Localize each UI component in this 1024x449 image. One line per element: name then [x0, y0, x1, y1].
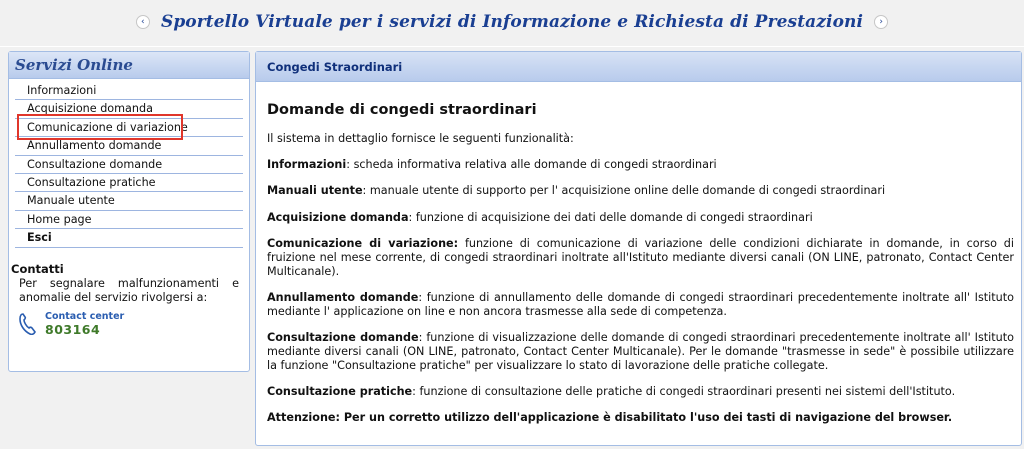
- feature-consultazione-pratiche: [267, 385, 1014, 399]
- phone-icon: [19, 313, 37, 335]
- sidebar-item-annullamento-domande[interactable]: Annullamento domande: [15, 137, 243, 155]
- feature-sep: :: [346, 158, 354, 172]
- feature-term: Consultazione pratiche: [267, 384, 413, 398]
- feature-term: Acquisizione domanda: [267, 210, 409, 224]
- feature-term: Consultazione domande: [267, 330, 419, 344]
- feature-desc: manuale utente di supporto per l' acquisizione online delle domande di congedi straordinari: [369, 184, 886, 198]
- sidebar-item-manuale-utente[interactable]: Manuale utente: [15, 192, 243, 210]
- contact-center[interactable]: [19, 311, 159, 341]
- sidebar-item-consultazione-domande[interactable]: Consultazione domande: [15, 156, 243, 174]
- feature-acquisizione-domanda: [267, 211, 1014, 225]
- sidebar-item-consultazione-pratiche[interactable]: Consultazione pratiche: [15, 174, 243, 192]
- feature-sep: [458, 237, 465, 250]
- feature-sep: :: [418, 290, 427, 304]
- feature-sep: :: [418, 330, 427, 344]
- sidebar-item-comunicazione-variazione[interactable]: Comunicazione di variazione: [15, 119, 243, 137]
- main-panel: [255, 51, 1022, 446]
- sidebar-header: [9, 52, 249, 79]
- main-panel-title: Congedi Straordinari: [267, 60, 403, 74]
- contatti-title: Contatti: [11, 262, 64, 276]
- warning-text: [267, 411, 1014, 425]
- feature-term: Comunicazione di variazione:: [267, 236, 459, 250]
- feature-desc: funzione di acquisizione dei dati delle domande di congedi straordinari: [415, 210, 813, 224]
- feature-term: Annullamento domande: [267, 290, 419, 304]
- sidebar-title: Servizi Online: [15, 56, 133, 74]
- content-heading: Domande di congedi straordinari: [267, 102, 537, 118]
- sidebar-item-informazioni[interactable]: Informazioni: [15, 82, 243, 100]
- contatti-section: [11, 262, 239, 305]
- feature-comunicazione-variazione: [267, 237, 1014, 278]
- main-panel-header: [256, 52, 1021, 82]
- contact-center-label: Contact center: [45, 311, 125, 322]
- feature-sep: :: [412, 384, 420, 398]
- feature-desc: scheda informativa relativa alle domande di congedi straordinari: [353, 158, 717, 172]
- feature-informazioni: [267, 158, 1014, 172]
- header-title-row: [0, 11, 1024, 32]
- feature-desc: funzione di visualizzazione delle domande di congedi straordinari precedentemente inoltrate all' Istituto mediante diversi canali (ON LINE, patronato, Contact Center Multicanale). Per le domande "trasmesse in sede" è possibile utilizzare la funzione "Consultazione pratiche" per visualizzare lo stato di lavorazione delle pratiche collegate.: [267, 330, 1014, 372]
- feature-manuali-utente: [267, 184, 1014, 198]
- feature-sep: :: [408, 210, 416, 224]
- main-content: [267, 104, 1014, 437]
- chevron-right-icon[interactable]: ›: [874, 15, 888, 29]
- warning-bold: Attenzione: Per un corretto utilizzo dell'applicazione è disabilitato l'uso dei tasti di navigazione del browser.: [267, 411, 953, 425]
- feature-consultazione-domande: [267, 331, 1014, 372]
- feature-term: Manuali utente: [267, 184, 363, 198]
- sidebar-item-acquisizione-domanda[interactable]: Acquisizione domanda: [15, 100, 243, 118]
- feature-desc: funzione di comunicazione di variazione delle condizioni dichiarate in domande, in corso di fruizione nel mese corrente, di congedi straordinari inoltrate all'Istituto mediante diversi canali (ON LINE, patronato, Contact Center Multicanale).: [267, 236, 1014, 278]
- feature-sep: :: [362, 184, 370, 198]
- header-bar: [0, 0, 1024, 46]
- sidebar-item-home-page[interactable]: Home page: [15, 211, 243, 229]
- sidebar-item-esci[interactable]: Esci: [15, 229, 243, 247]
- feature-desc: funzione di consultazione delle pratiche di congedi straordinari presenti nei sistemi dell'Istituto.: [419, 384, 956, 398]
- content-intro: Il sistema in dettaglio fornisce le seguenti funzionalità:: [267, 131, 574, 145]
- page-title: Sportello Virtuale per i servizi di Informazione e Richiesta di Prestazioni: [160, 11, 864, 32]
- contatti-text: Per segnalare malfunzionamenti e anomalie del servizio rivolgersi a:: [19, 277, 239, 304]
- chevron-left-icon[interactable]: ‹: [136, 15, 150, 29]
- feature-annullamento-domande: [267, 291, 1014, 319]
- sidebar-menu: [9, 79, 249, 248]
- contact-center-number: 803164: [45, 322, 101, 337]
- feature-desc: funzione di annullamento delle domande di congedi straordinari precedentemente inoltrate all' Istituto mediante l' applicazione on line e non ancora trasmesse alla sede di competenza.: [267, 290, 1014, 318]
- header-divider: [0, 46, 1024, 47]
- feature-term: Informazioni: [267, 158, 347, 172]
